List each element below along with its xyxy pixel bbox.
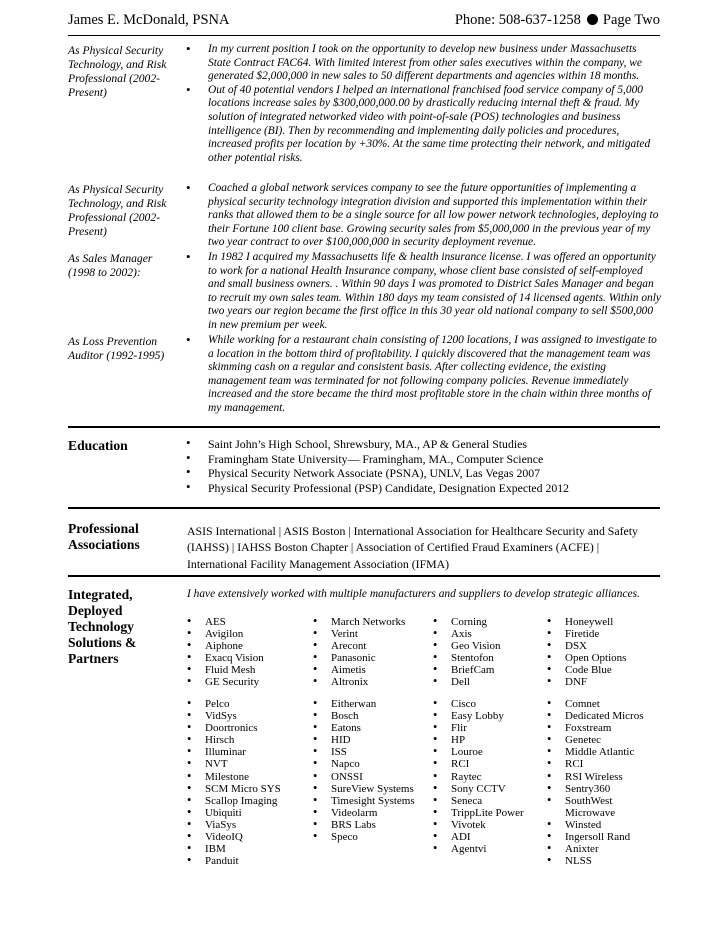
partner-item: • Easy Lobby <box>433 710 524 722</box>
education-list <box>186 437 662 495</box>
partner-item: • TrippLite Power <box>433 807 524 819</box>
education-item: • Saint John’s High School, Shrewsbury, MA., AP & General Studies <box>186 437 662 452</box>
partner-item: • Panduit <box>187 855 281 867</box>
partner-item: • Corning <box>433 616 501 628</box>
partner-item: • Hirsch <box>187 734 281 746</box>
experience-bullet: • Out of 40 potential vendors I helped an international franchised food service company of 5,000 locations increase sales by $300,000,000.00 by drastically reducing internal theft & fraud. My solution of integrated networked video with point-of-sale (POS) technologies and business intelligence (BI). Then by recommending and implementing daily policies and procedures, increased profits per location by +30%. At the same time protecting their network, and mitigated other potential risks. <box>186 84 662 166</box>
partner-item: • Cisco <box>433 698 524 710</box>
partner-item: Microwave <box>565 806 616 819</box>
partner-item: • Avigilon <box>187 628 264 640</box>
partner-item: • NVT <box>187 758 281 770</box>
partner-item: • Pelco <box>187 698 281 710</box>
partner-item: • VideoIQ <box>187 831 281 843</box>
role-label: As Physical Security Technology, and Risk Professional (2002-Present) <box>68 44 167 99</box>
partner-item: • SureView Systems <box>313 783 415 795</box>
partner-item: • NLSS <box>547 855 644 867</box>
partner-column <box>433 616 501 689</box>
partner-item: • Doortronics <box>187 722 281 734</box>
partner-item: • Open Options <box>547 652 626 664</box>
page-header <box>68 8 660 30</box>
experience-bullet: • In 1982 I acquired my Massachusetts life & health insurance license. I was offered an opportunity to work for a national Health Insurance company, whose client base consisted of self-employed and small business owners. . Within 90 days I was promoted to District Sales Manager and began to recruit my own sales team. Within 180 days my team consisted of 14 licensed agents. Within only two years our region became the first office in this 30 year old national company to sell $500,000 in new premium per week. <box>186 251 662 333</box>
section-heading-education: Education <box>68 438 128 453</box>
partner-item: • Winsted <box>547 819 644 831</box>
partner-item: • Stentofon <box>433 652 501 664</box>
partner-item: • Code Blue <box>547 664 626 676</box>
partner-item: • Foxstream <box>547 722 644 734</box>
partner-item: • Vivotek <box>433 819 524 831</box>
experience-bullets <box>186 251 662 333</box>
partner-item: • Aimetis <box>313 664 405 676</box>
partner-column <box>187 698 281 867</box>
partner-item: • DSX <box>547 640 626 652</box>
partner-column <box>433 698 524 855</box>
partner-item: • IBM <box>187 843 281 855</box>
partner-item: • Ubiquiti <box>187 807 281 819</box>
partner-item: • Sentry360 <box>547 783 644 795</box>
heading-line: Integrated, <box>68 587 133 602</box>
heading-line: Associations <box>68 537 140 552</box>
partners-intro: I have extensively worked with multiple manufacturers and suppliers to develop strategic alliances. <box>187 588 640 600</box>
partner-item: • Middle Atlantic <box>547 746 644 758</box>
partner-item: • Flir <box>433 722 524 734</box>
partner-item: • Louroe <box>433 746 524 758</box>
role-label: As Loss Prevention Auditor (1992-1995) <box>68 335 165 362</box>
section-heading-associations <box>68 521 178 553</box>
partner-column <box>313 616 405 689</box>
education-item: • Framingham State University— Framingham, MA., Computer Science <box>186 452 662 467</box>
partner-item: • Comnet <box>547 698 644 710</box>
partner-item: • Illuminar <box>187 746 281 758</box>
partner-item: • Anixter <box>547 843 644 855</box>
partner-item: • Honeywell <box>547 616 626 628</box>
section-divider <box>68 507 660 509</box>
partner-item: • HP <box>433 734 524 746</box>
heading-line: Technology <box>68 619 134 634</box>
partner-item: • Timesight Systems <box>313 795 415 807</box>
partner-item: • ViaSys <box>187 819 281 831</box>
partner-item: • Eatons <box>313 722 415 734</box>
experience-bullets <box>186 182 662 250</box>
header-divider <box>68 35 660 36</box>
partner-item: • BriefCam <box>433 664 501 676</box>
partner-item: • Fluid Mesh <box>187 664 264 676</box>
experience-bullet: • In my current position I took on the opportunity to develop new business under Massachusetts State Contract FAC64. With limited interest from other sales executives within the company, we generated $2,000,000 in new sales to 50 different departments and agencies within 18 months. <box>186 43 662 84</box>
bullet-dot-icon <box>587 14 598 25</box>
partner-item: • Scallop Imaging <box>187 795 281 807</box>
heading-line: Deployed <box>68 603 123 618</box>
role-label: As Physical Security Technology, and Risk Professional (2002-Present) <box>68 183 167 238</box>
partner-column <box>547 616 626 689</box>
section-divider <box>68 575 660 577</box>
partner-item: • Raytec <box>433 771 524 783</box>
heading-line: Solutions & <box>68 635 137 650</box>
partner-column <box>547 698 644 867</box>
partner-item: • Panasonic <box>313 652 405 664</box>
partner-item: • ONSSI <box>313 771 415 783</box>
partner-item: • Seneca <box>433 795 524 807</box>
header-contact <box>455 12 660 29</box>
education-item: • Physical Security Professional (PSP) Candidate, Designation Expected 2012 <box>186 481 662 496</box>
experience-bullets <box>186 334 662 416</box>
partner-item: • SouthWest <box>547 795 644 807</box>
candidate-name: James E. McDonald, PSNA <box>68 12 230 28</box>
partner-item: • DNF <box>547 676 626 688</box>
experience-bullet: • While working for a restaurant chain consisting of 1200 locations, I was assigned to investigate to a location in the bottom third of profitability. I quickly discovered that the management team was skimming cash on a regular and consistent basis. After collecting evidence, the existing management team was terminated for not following company policies. Revenue immediately increased and the store became the third most profitable store in the chain within three months of my management. <box>186 334 662 416</box>
phone-number: Phone: 508-637-1258 <box>454 12 581 28</box>
partner-item: • Axis <box>433 628 501 640</box>
section-divider <box>68 426 660 428</box>
partner-item: • AES <box>187 616 264 628</box>
partner-item: • RSI Wireless <box>547 771 644 783</box>
partner-item: • Exacq Vision <box>187 652 264 664</box>
partner-item: • VidSys <box>187 710 281 722</box>
partner-item: • Genetec <box>547 734 644 746</box>
partner-item: • Arecont <box>313 640 405 652</box>
partner-column <box>313 698 415 843</box>
heading-line: Professional <box>68 521 139 536</box>
partner-item: • Speco <box>313 831 415 843</box>
partner-item: • SCM Micro SYS <box>187 783 281 795</box>
partner-item: • Milestone <box>187 771 281 783</box>
associations-line: International Facility Management Association (IFMA) <box>187 556 450 571</box>
partner-item: • RCI <box>433 758 524 770</box>
associations-line: (IAHSS) | IAHSS Boston Chapter | Association of Certified Fraud Examiners (ACFE) | <box>187 540 600 555</box>
section-heading-technology <box>68 587 178 667</box>
experience-bullet: • Coached a global network services company to see the future opportunities of implementing a physical security technology integration division and supported this implementation within their ranks that allowed them to be a single source for all low power network technologies, deploying to their Fortune 100 client base. Growing security sales from $5,000,000 in the previous year of my two year contract to over $100,000,000 in security deployment revenue. <box>186 182 662 250</box>
partner-item: • HID <box>313 734 415 746</box>
partner-item: • BRS Labs <box>313 819 415 831</box>
experience-bullets <box>186 43 662 165</box>
partner-item: • Bosch <box>313 710 415 722</box>
partner-item: • ADI <box>433 831 524 843</box>
partner-item: • Agentvi <box>433 843 524 855</box>
partner-item: • Verint <box>313 628 405 640</box>
associations-text <box>187 523 663 572</box>
heading-line: Partners <box>68 651 119 666</box>
partner-item: • Sony CCTV <box>433 783 524 795</box>
education-item: • Physical Security Network Associate (PSNA), UNLV, Las Vegas 2007 <box>186 466 662 481</box>
partner-item: • Ingersoll Rand <box>547 831 644 843</box>
partner-item: • Altronix <box>313 676 405 688</box>
partner-item: • RCI <box>547 758 644 770</box>
partner-item: • Aiphone <box>187 640 264 652</box>
partner-item: • GE Security <box>187 676 264 688</box>
partner-item: • ISS <box>313 746 415 758</box>
page-number: Page Two <box>602 12 660 28</box>
partner-item: • Videolarm <box>313 807 415 819</box>
partner-item: • March Networks <box>313 616 405 628</box>
partner-item: • Dedicated Micros <box>547 710 644 722</box>
partner-column <box>187 616 264 689</box>
partner-item: • Dell <box>433 676 501 688</box>
partner-item: • Eitherwan <box>313 698 415 710</box>
associations-line: ASIS International | ASIS Boston | International Association for Healthcare Security and Safety <box>187 524 638 538</box>
partner-item: • Napco <box>313 758 415 770</box>
role-label: As Sales Manager (1998 to 2002): <box>68 252 153 279</box>
partner-item: • Geo Vision <box>433 640 501 652</box>
partner-item: • Firetide <box>547 628 626 640</box>
